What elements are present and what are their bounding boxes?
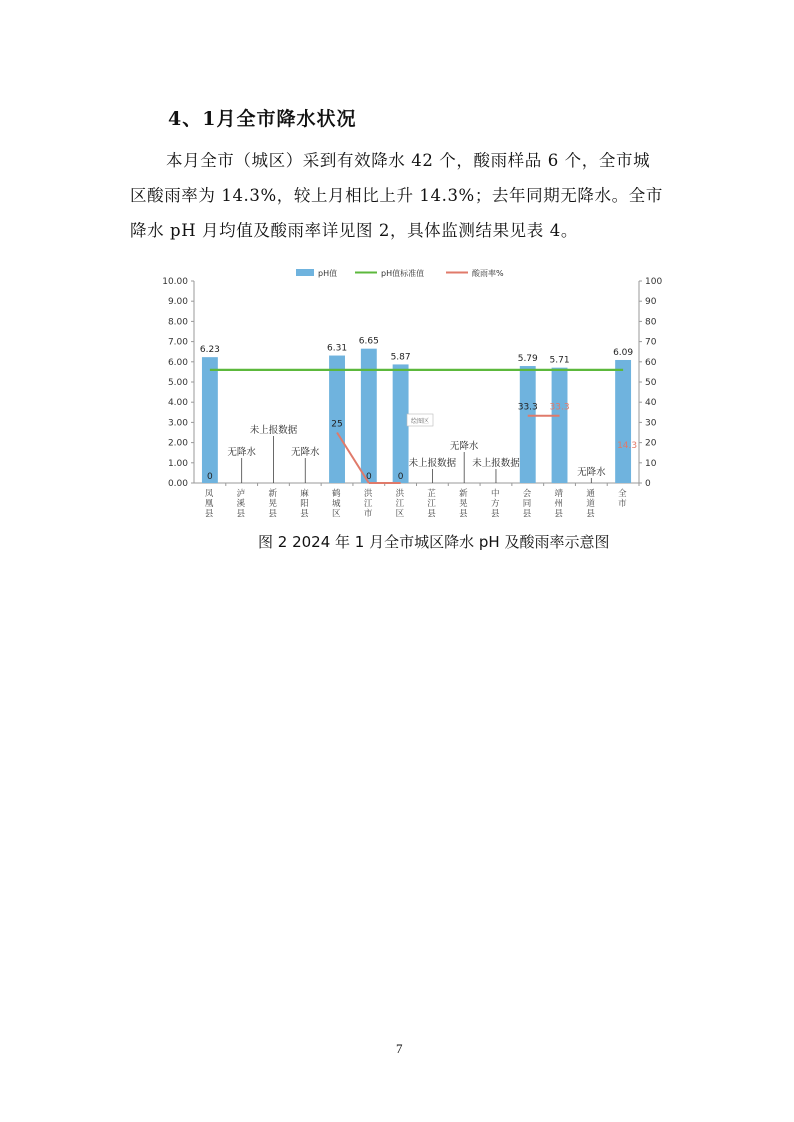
x-category-label: 洪	[395, 489, 405, 499]
ph-bar	[615, 360, 631, 483]
legend-label-acid-rate: 酸雨率%	[472, 269, 504, 278]
y-tick-label-left: 5.00	[167, 378, 188, 388]
y-tick-label-left: 1.00	[167, 458, 188, 469]
x-category-label: 洪	[363, 489, 373, 499]
x-category-label: 芷	[427, 489, 436, 499]
x-category-label: 凰	[204, 499, 214, 509]
y-tick-label-right: 10	[645, 458, 657, 469]
page-number: 7	[396, 1041, 403, 1056]
ph-bar	[549, 368, 570, 483]
x-category-label: 市	[363, 509, 373, 519]
x-category-label: 城	[332, 499, 341, 509]
x-category-label: 江	[395, 499, 405, 509]
x-category-label: 同	[522, 499, 532, 509]
no-data-annotation: 未上报数据	[472, 458, 520, 469]
acid-rate-label: 25	[331, 419, 343, 430]
acid-rate-label: 33.3	[517, 402, 538, 413]
figure-caption: 图 2 2024 年 1 月全市城区降水 pH 及酸雨率示意图	[258, 533, 610, 551]
x-category-label: 鹤	[332, 489, 341, 499]
paragraph-line: 降水 pH 月均值及酸雨率详见图 2，具体监测结果见表 4。	[130, 221, 578, 240]
x-category-label: 州	[554, 499, 564, 509]
x-category-label: 县	[300, 509, 309, 519]
y-tick-label-right: 40	[645, 398, 657, 409]
section-paragraph	[130, 143, 690, 248]
y-tick-label-right: 90	[645, 297, 657, 308]
y-tick-label-right: 70	[645, 337, 657, 348]
ph-bar-label: 6.65	[358, 336, 379, 347]
x-category-label: 县	[586, 509, 595, 519]
x-category-label: 泸	[236, 489, 246, 499]
ph-bar-label: 6.23	[199, 345, 220, 356]
y-tick-label-left: 4.00	[167, 398, 188, 409]
acid-rate-label: 0	[365, 472, 372, 482]
acid-rate-label: 0	[207, 472, 213, 482]
ph-bar-label: 5.87	[390, 352, 411, 363]
x-category-label: 靖	[554, 489, 564, 499]
ph-bar	[517, 366, 538, 483]
section-heading: 4、1月全市降水状况	[168, 108, 357, 130]
acid-rate-label: 0	[397, 472, 404, 482]
y-tick-label-left: 8.00	[167, 317, 188, 328]
plot-area-tooltip-text: 绘图区	[410, 418, 430, 425]
x-category-label: 县	[236, 509, 246, 519]
x-category-label: 晃	[459, 499, 468, 509]
legend-label-standard: pH值标准值	[381, 269, 425, 278]
y-tick-label-left: 6.00	[167, 357, 188, 368]
no-data-annotation: 无降水	[227, 447, 256, 458]
ph-bar	[393, 364, 409, 483]
ph-bar-label: 6.09	[613, 347, 634, 358]
y-tick-label-right: 50	[645, 378, 657, 388]
x-category-label: 全	[618, 489, 627, 499]
x-category-label: 凤	[204, 489, 214, 499]
x-category-label: 县	[459, 509, 468, 519]
x-category-label: 新	[268, 489, 277, 499]
acid-rate-label: 14.3	[617, 441, 638, 452]
no-data-annotation: 无降水	[290, 447, 320, 458]
x-category-label: 麻	[300, 489, 309, 499]
x-category-label: 晃	[268, 499, 277, 509]
acid-rate-label: 33.3	[549, 402, 570, 413]
x-category-label: 县	[554, 509, 564, 519]
x-category-label: 市	[618, 499, 627, 509]
x-category-label: 县	[268, 509, 277, 519]
x-category-label: 县	[427, 509, 436, 519]
y-tick-label-right: 30	[645, 418, 657, 429]
ph-bar-label: 5.79	[517, 354, 538, 365]
y-tick-label-left: 7.00	[167, 337, 188, 348]
no-data-annotation: 未上报数据	[249, 425, 298, 436]
paragraph-line: 区酸雨率为 14.3%，较上月相比上升 14.3%；去年同期无降水。全市	[130, 186, 663, 205]
y-tick-label-right: 0	[645, 479, 651, 489]
x-category-label: 阳	[300, 499, 309, 509]
y-tick-label-left: 3.00	[167, 418, 188, 429]
x-category-label: 江	[363, 499, 373, 509]
y-tick-label-left: 2.00	[167, 438, 188, 449]
x-category-label: 新	[459, 489, 468, 499]
ph-bar	[202, 357, 218, 483]
x-category-label: 中	[490, 489, 500, 499]
x-category-label: 溪	[236, 499, 246, 509]
y-tick-label-right: 80	[645, 317, 657, 328]
no-data-annotation: 无降水	[449, 441, 479, 452]
x-category-label: 江	[427, 499, 436, 509]
ph-bar-label: 6.31	[327, 343, 348, 354]
x-category-label: 县	[490, 509, 500, 519]
y-tick-label-right: 20	[645, 438, 657, 449]
x-category-label: 县	[204, 509, 214, 519]
x-category-label: 区	[332, 509, 341, 519]
x-category-label: 县	[522, 509, 532, 519]
x-category-label: 会	[522, 489, 532, 499]
x-category-label: 道	[586, 499, 595, 509]
paragraph-line: 本月全市（城区）采到有效降水 42 个，酸雨样品 6 个，全市城	[166, 151, 651, 170]
no-data-annotation: 未上报数据	[408, 458, 457, 469]
ph-acid-rain-chart	[150, 262, 670, 530]
x-category-label: 通	[586, 489, 595, 499]
y-tick-label-left: 0.00	[167, 479, 188, 489]
y-tick-label-left: 9.00	[167, 297, 188, 308]
y-tick-label-right: 60	[645, 357, 657, 368]
ph-bar-label: 5.71	[549, 355, 570, 366]
no-data-annotation: 无降水	[577, 467, 606, 478]
y-tick-label-left: 10.00	[162, 277, 188, 287]
legend-label-ph: pH值	[318, 269, 338, 278]
y-tick-label-right: 100	[645, 277, 663, 287]
legend-swatch-ph	[296, 269, 314, 276]
x-category-label: 区	[395, 509, 405, 519]
x-category-label: 方	[490, 499, 500, 509]
